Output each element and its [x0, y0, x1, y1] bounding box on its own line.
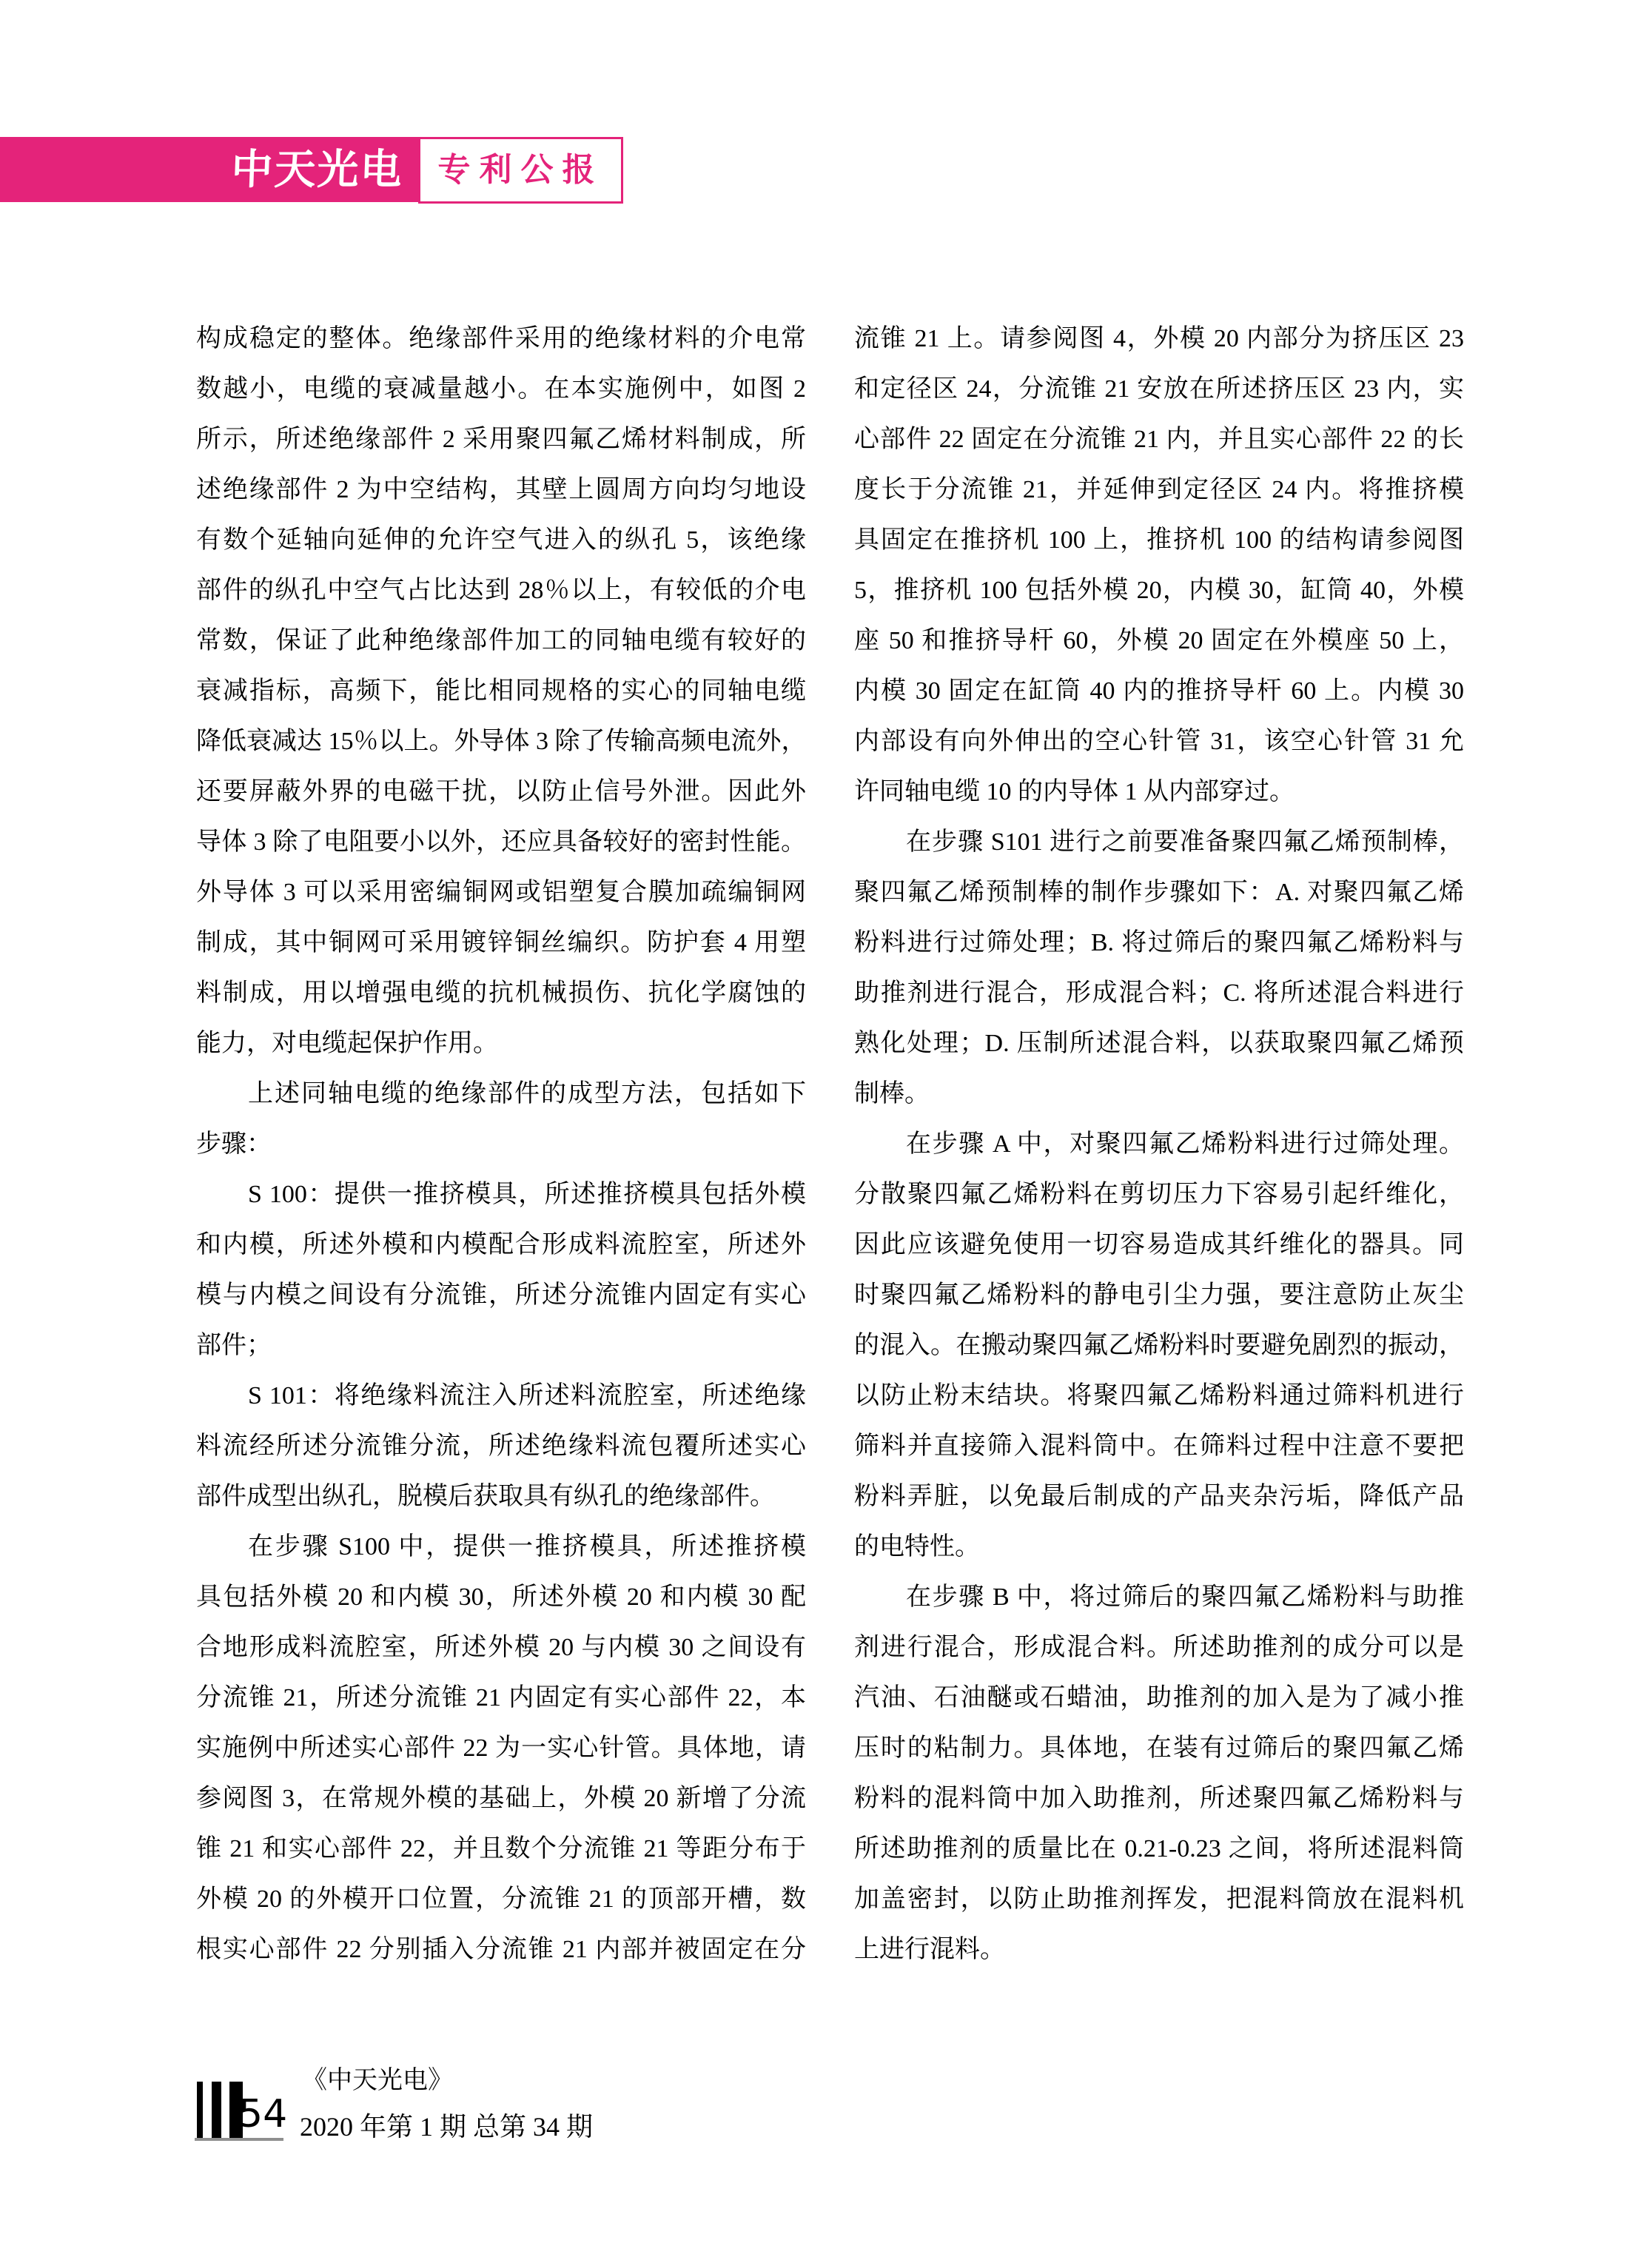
text-line: 在步骤 B 中，将过筛后的聚四氟乙烯粉料与助推 [906, 1583, 1464, 1611]
text-line: 分散聚四氟乙烯粉料在剪切压力下容易引起纤维化， [854, 1181, 1464, 1208]
text-line: 述绝缘部件 2 为中空结构，其壁上圆周方向均匀地设 [196, 476, 806, 503]
text-line: S 101：将绝缘料流注入所述料流腔室，所述绝缘 [248, 1382, 806, 1409]
text-line: 外模 20 的外模开口位置，分流锥 21 的顶部开槽，数 [196, 1885, 806, 1913]
text-line: 部件的纵孔中空气占比达到 28％以上，有较低的介电 [196, 577, 806, 604]
text-line: 助推剂进行混合，形成混合料；C. 将所述混合料进行 [854, 979, 1464, 1007]
footer-rule [195, 2138, 283, 2141]
text-line: 构成稳定的整体。绝缘部件采用的绝缘材料的介电常 [196, 325, 806, 352]
text-line: 降低衰减达 15％以上。外导体 3 除了传输高频电流外， [196, 728, 807, 755]
text-line: 汽油、石油醚或石蜡油，助推剂的加入是为了减小推 [854, 1684, 1464, 1711]
text-line: 料制成，用以增强电缆的抗机械损伤、抗化学腐蚀的 [196, 979, 806, 1007]
text-line: 筛料并直接筛入混料筒中。在筛料过程中注意不要把 [854, 1432, 1464, 1460]
text-line: 分流锥 21，所述分流锥 21 内固定有实心部件 22，本 [196, 1684, 806, 1711]
text-line: 在步骤 A 中，对聚四氟乙烯粉料进行过筛处理。 [906, 1130, 1464, 1158]
text-line: 实施例中所述实心部件 22 为一实心针管。具体地，请 [196, 1734, 806, 1762]
text-line: 上述同轴电缆的绝缘部件的成型方法，包括如下 [248, 1080, 806, 1107]
text-line: 内部设有向外伸出的空心针管 31，该空心针管 31 允 [854, 728, 1464, 755]
text-line: 粉料的混料筒中加入助推剂，所述聚四氟乙烯粉料与 [854, 1785, 1464, 1812]
text-line: 常数，保证了此种绝缘部件加工的同轴电缆有较好的 [196, 627, 806, 654]
text-line: 还要屏蔽外界的电磁干扰，以防止信号外泄。因此外 [196, 778, 806, 805]
text-line: 制成，其中铜网可采用镀锌铜丝编织。防护套 4 用塑 [196, 929, 806, 956]
text-line: 上进行混料。 [854, 1936, 1005, 1963]
text-line: 能力，对电缆起保护作用。 [196, 1030, 498, 1057]
text-line: S 100：提供一推挤模具，所述推挤模具包括外模 [248, 1181, 806, 1208]
text-line: 模与内模之间设有分流锥，所述分流锥内固定有实心 [196, 1281, 806, 1309]
text-line: 粉料进行过筛处理；B. 将过筛后的聚四氟乙烯粉料与 [854, 929, 1464, 956]
text-line: 座 50 和推挤导杆 60，外模 20 固定在外模座 50 上， [854, 627, 1464, 654]
text-line: 具固定在推挤机 100 上，推挤机 100 的结构请参阅图 [854, 526, 1464, 554]
text-line: 步骤： [196, 1130, 272, 1158]
text-line: 衰减指标，高频下，能比相同规格的实心的同轴电缆 [196, 677, 806, 705]
right-text-column [854, 314, 1464, 1975]
text-line: 加盖密封，以防止助推剂挥发，把混料筒放在混料机 [854, 1885, 1464, 1913]
text-line: 粉料弄脏，以免最后制成的产品夹杂污垢，降低产品 [854, 1483, 1464, 1510]
page-number: 54 [238, 2092, 288, 2136]
text-line: 的混入。在搬动聚四氟乙烯粉料时要避免剧烈的振动， [854, 1332, 1464, 1359]
footer-bar-medium [212, 2082, 221, 2138]
text-line: 的电特性。 [854, 1533, 980, 1560]
text-line: 和定径区 24，分流锥 21 安放在所述挤压区 23 内，实 [854, 375, 1464, 403]
text-line: 锥 21 和实心部件 22，并且数个分流锥 21 等距分布于 [196, 1835, 806, 1863]
footer-issue-info: 2020 年第 1 期 总第 34 期 [300, 2112, 594, 2142]
text-line: 参阅图 3，在常规外模的基础上，外模 20 新增了分流 [196, 1785, 806, 1812]
text-line: 以防止粉末结块。将聚四氟乙烯粉料通过筛料机进行 [854, 1382, 1464, 1409]
text-line: 5，推挤机 100 包括外模 20，内模 30，缸筒 40，外模 [854, 577, 1464, 604]
text-line: 所示，所述绝缘部件 2 采用聚四氟乙烯材料制成，所 [196, 426, 806, 453]
footer-journal-name: 《中天光电》 [302, 2067, 453, 2094]
text-line: 具包括外模 20 和内模 30，所述外模 20 和内模 30 配 [196, 1583, 806, 1611]
text-line: 剂进行混合，形成混合料。所述助推剂的成分可以是 [854, 1634, 1464, 1661]
text-line: 制棒。 [854, 1080, 930, 1107]
text-line: 料流经所述分流锥分流，所述绝缘料流包覆所述实心 [196, 1432, 806, 1460]
text-line: 所述助推剂的质量比在 0.21-0.23 之间，将所述混料筒 [854, 1835, 1464, 1863]
text-line: 部件； [196, 1332, 272, 1359]
text-line: 导体 3 除了电阻要小以外，还应具备较好的密封性能。 [196, 828, 806, 856]
footer-bars-icon [197, 2082, 243, 2138]
text-line: 熟化处理；D. 压制所述混合料，以获取聚四氟乙烯预 [854, 1030, 1464, 1057]
text-line: 因此应该避免使用一切容易造成其纤维化的器具。同 [854, 1231, 1464, 1258]
text-line: 外导体 3 可以采用密编铜网或铝塑复合膜加疏编铜网 [196, 879, 806, 906]
patent-bulletin-badge: 专利公报 [418, 137, 623, 204]
text-line: 许同轴电缆 10 的内导体 1 从内部穿过。 [854, 778, 1295, 805]
text-line: 聚四氟乙烯预制棒的制作步骤如下：A. 对聚四氟乙烯 [854, 879, 1464, 906]
header-band [0, 137, 420, 202]
text-line: 有数个延轴向延伸的允许空气进入的纵孔 5，该绝缘 [196, 526, 806, 554]
text-line: 根实心部件 22 分别插入分流锥 21 内部并被固定在分 [196, 1936, 806, 1963]
text-line: 和内模，所述外模和内模配合形成料流腔室，所述外 [196, 1231, 806, 1258]
text-line: 在步骤 S101 进行之前要准备聚四氟乙烯预制棒， [906, 828, 1464, 856]
text-line: 内模 30 固定在缸筒 40 内的推挤导杆 60 上。内模 30 [854, 677, 1464, 705]
text-line: 时聚四氟乙烯粉料的静电引尘力强，要注意防止灰尘 [854, 1281, 1464, 1309]
text-line: 心部件 22 固定在分流锥 21 内，并且实心部件 22 的长 [854, 426, 1464, 453]
text-line: 压时的粘制力。具体地，在装有过筛后的聚四氟乙烯 [854, 1734, 1464, 1762]
text-line: 度长于分流锥 21，并延伸到定径区 24 内。将推挤模 [854, 476, 1464, 503]
text-line: 合地形成料流腔室，所述外模 20 与内模 30 之间设有 [196, 1634, 806, 1661]
left-text-column [196, 314, 806, 1975]
text-line: 流锥 21 上。请参阅图 4，外模 20 内部分为挤压区 23 [854, 325, 1464, 352]
text-line: 部件成型出纵孔，脱模后获取具有纵孔的绝缘部件。 [196, 1483, 775, 1510]
footer-bar-thin [197, 2082, 203, 2138]
journal-logo: 中天光电 [230, 146, 404, 192]
text-line: 在步骤 S100 中，提供一推挤模具，所述推挤模 [248, 1533, 806, 1560]
text-line: 数越小，电缆的衰减量越小。在本实施例中，如图 2 [196, 375, 806, 403]
